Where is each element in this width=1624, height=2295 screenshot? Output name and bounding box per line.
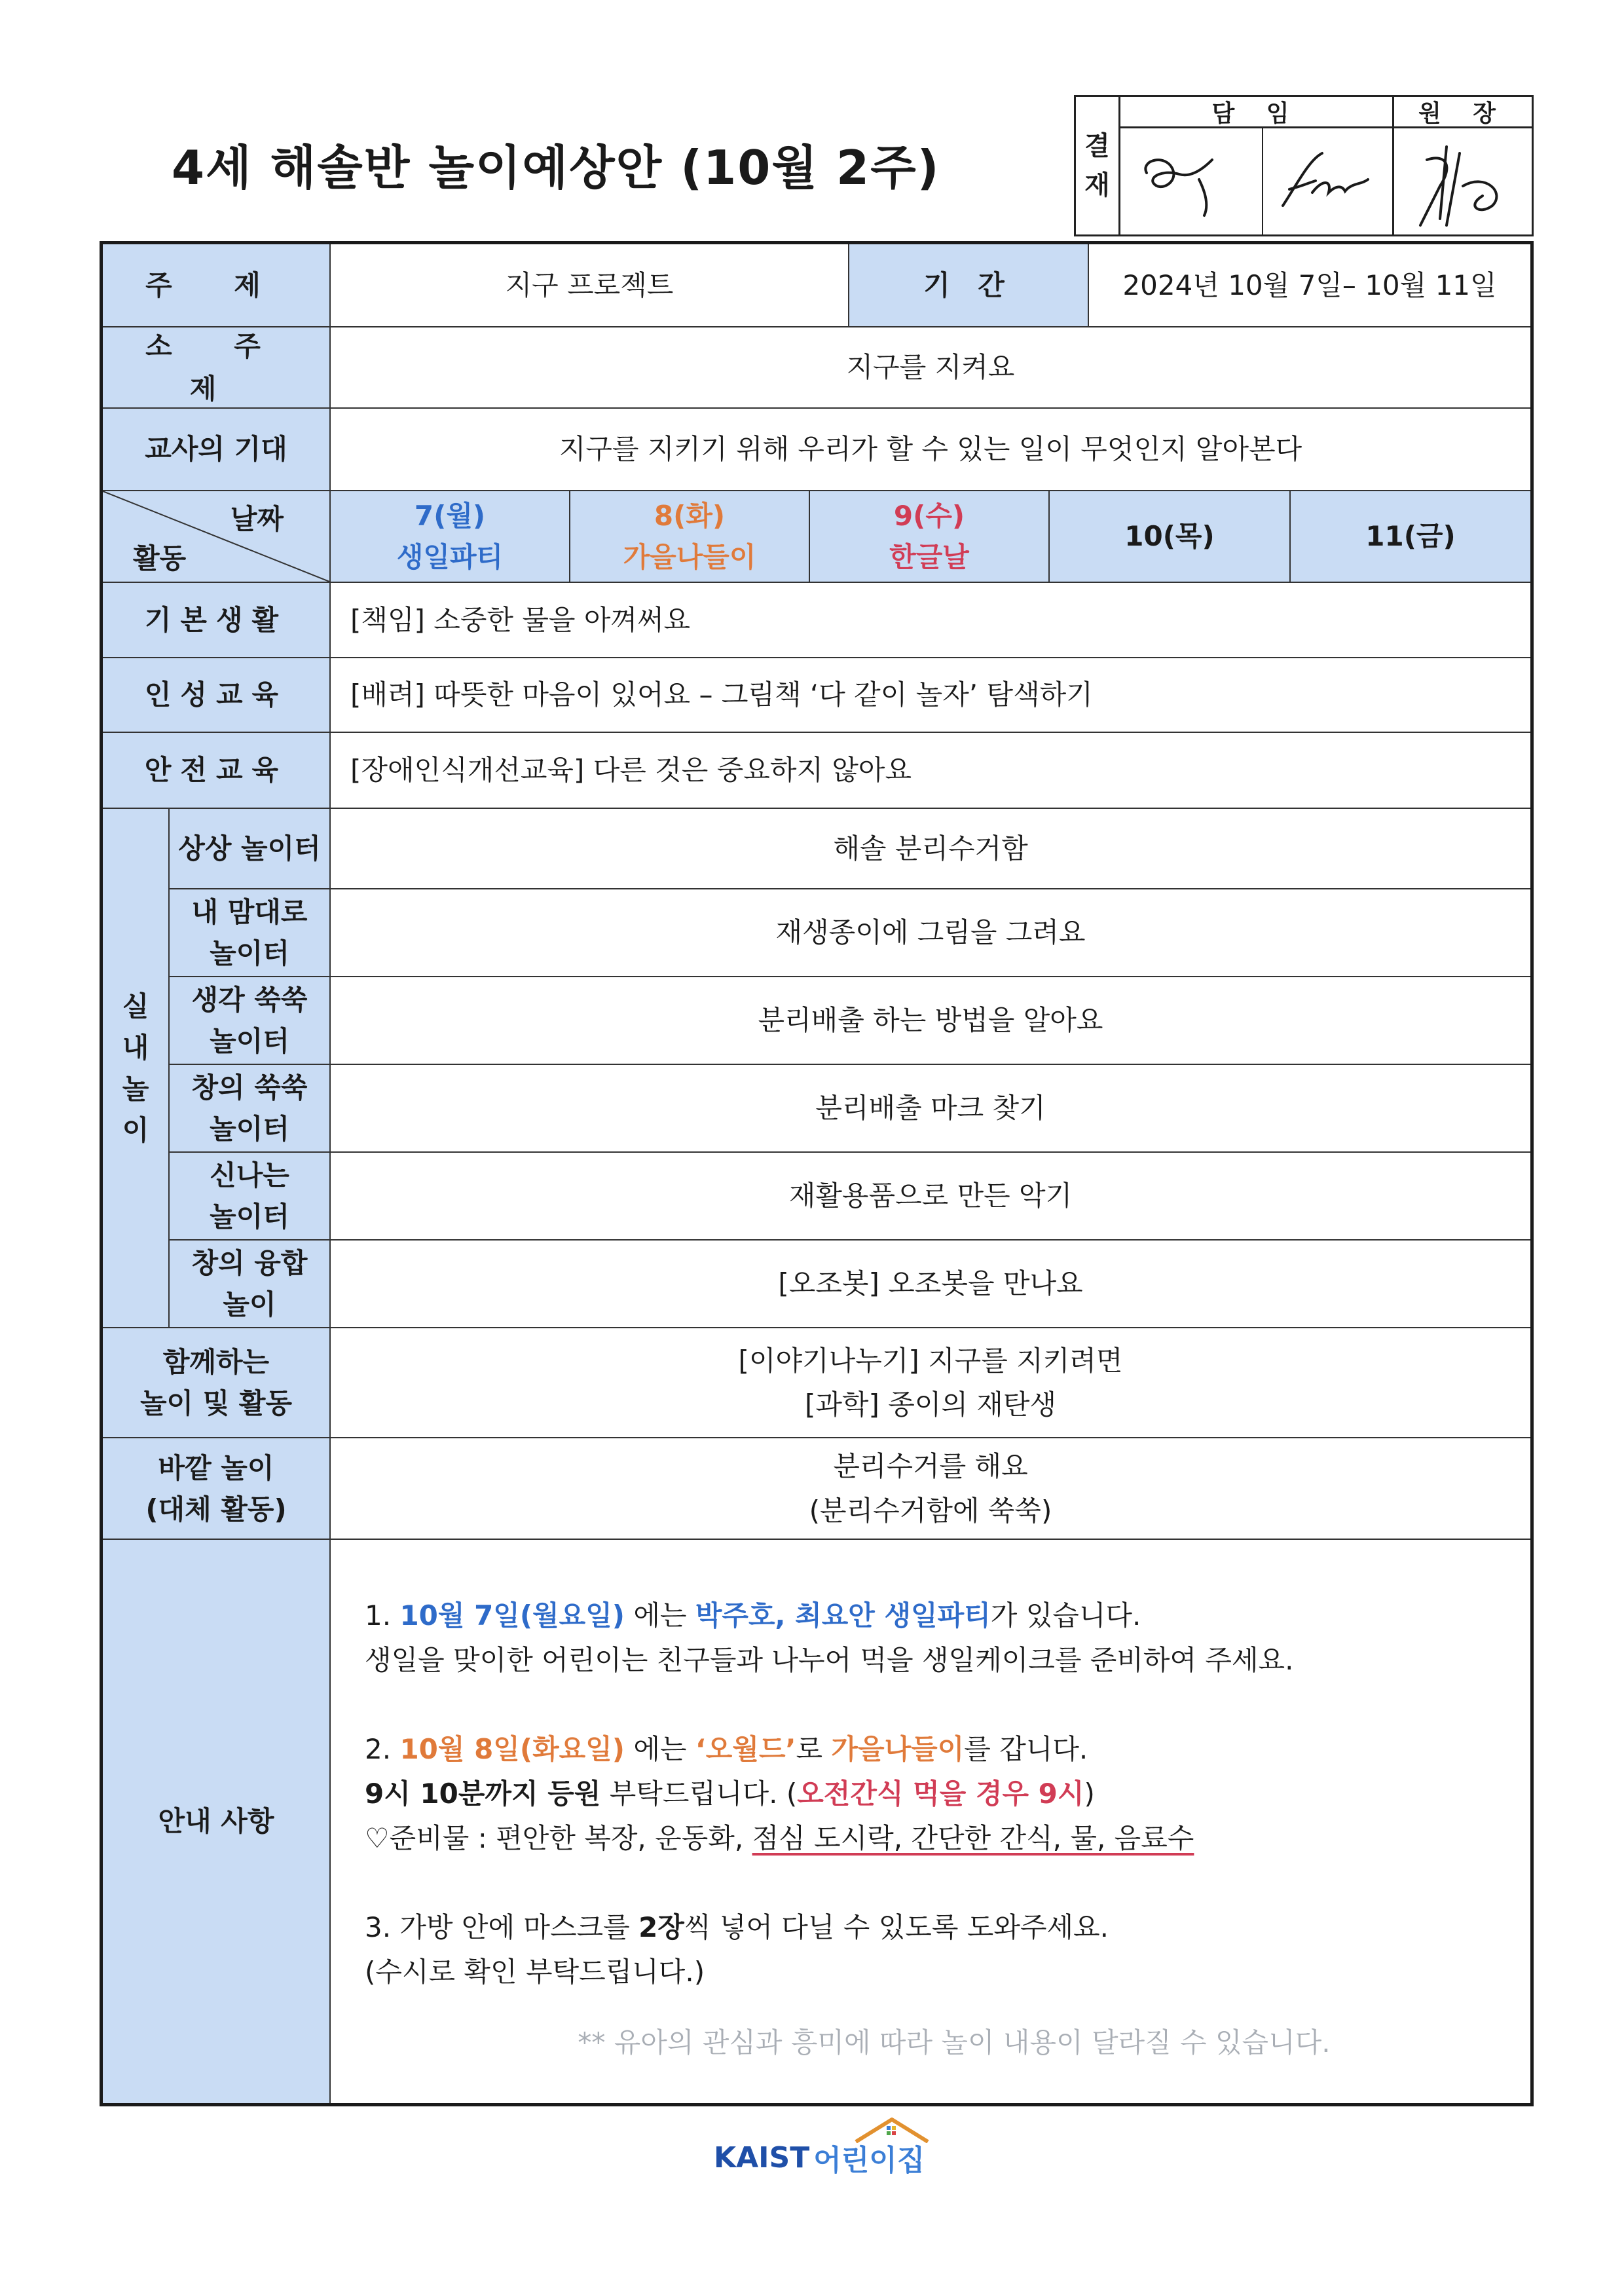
notice-text: ♡준비물 : 편안한 복장, 운동화, xyxy=(365,1822,752,1855)
plan-table xyxy=(100,241,1534,2106)
teacher-header: 담 임 xyxy=(1120,97,1394,128)
indoor-label-char: 내 xyxy=(122,1031,149,1064)
notice-text: 에는 xyxy=(624,1599,695,1632)
notice-spacer xyxy=(365,1861,1517,1905)
indoor-area-label-line: 내 맘대로 xyxy=(191,896,308,928)
teacher-signature-1 xyxy=(1120,128,1263,234)
indoor-play-label xyxy=(103,809,170,1328)
notice-item-1 xyxy=(365,1594,1517,1638)
signature-icon xyxy=(1401,134,1525,232)
together-value-line: [과학] 종이의 재탄생 xyxy=(804,1389,1057,1421)
notice-text: 를 갑니다. xyxy=(964,1733,1088,1766)
indoor-label-char: 놀 xyxy=(122,1072,149,1105)
indoor-area-label-line: 생각 쑥쑥 xyxy=(191,984,308,1016)
indoor-area-label-line: 놀이터 xyxy=(210,1025,289,1057)
day-date: 7(월) xyxy=(414,500,486,532)
indoor-area-label xyxy=(170,889,331,977)
indoor-area-value: 재생종이에 그림을 그려요 xyxy=(331,889,1530,977)
notice-content xyxy=(365,1594,1517,2065)
together-value-line: [이야기나누기] 지구를 지키려면 xyxy=(738,1344,1123,1377)
notice-item-2-line2 xyxy=(365,1772,1517,1816)
indoor-area-label xyxy=(170,1153,331,1241)
approval-label-char: 결 xyxy=(1084,131,1110,161)
day-event: 한글날 xyxy=(889,541,969,573)
footer-logo xyxy=(714,2136,925,2178)
theme-value: 지구 프로젝트 xyxy=(331,244,849,327)
footer-name-text: 어린이집 xyxy=(813,2144,925,2177)
notice-text: 1. xyxy=(365,1599,400,1632)
signature-icon xyxy=(1127,134,1251,225)
outdoor-label-line: 바깥 놀이 xyxy=(158,1451,274,1484)
indoor-area-label xyxy=(170,977,331,1065)
footer-name xyxy=(813,2136,925,2178)
day-fri: 11(금) xyxy=(1291,491,1530,583)
notice-label: 안내 사항 xyxy=(103,1540,331,2103)
notice-spacer xyxy=(365,1994,1517,2021)
director-signature xyxy=(1394,128,1532,234)
outdoor-label xyxy=(103,1438,331,1540)
date-activity-corner xyxy=(103,491,331,583)
notice-highlight: 박주호, 최요안 생일파티 xyxy=(695,1599,991,1632)
notice-text: 부탁드립니다. ( xyxy=(600,1778,798,1810)
notice-item-3-line2: (수시로 확인 부탁드립니다.) xyxy=(365,1956,705,1988)
safety-label: 안전교육 xyxy=(103,733,331,809)
notice-item-2 xyxy=(365,1727,1517,1772)
period-label: 기 간 xyxy=(849,244,1089,327)
indoor-area-label-line: 놀이터 xyxy=(210,1113,289,1145)
notice-text: 씩 넣어 다닐 수 있도록 도와주세요. xyxy=(684,1911,1109,1944)
together-label-line: 놀이 및 활동 xyxy=(139,1387,293,1419)
corner-activity-label: 활동 xyxy=(133,542,187,574)
indoor-area-label-line: 창의 쑥쑥 xyxy=(191,1072,308,1104)
notice-text: 가 있습니다. xyxy=(990,1599,1141,1632)
notice-item-3 xyxy=(365,1905,1517,1950)
notice-highlight: 10월 8일(화요일) xyxy=(399,1733,625,1766)
footer-brand: KAIST xyxy=(714,2140,810,2174)
together-label-line: 함께하는 xyxy=(162,1346,270,1378)
notice-footnote: ** 유아의 관심과 흥미에 따라 놀이 내용이 달라질 수 있습니다. xyxy=(578,2026,1331,2059)
notice-item-2-line3 xyxy=(365,1816,1517,1861)
expectation-value: 지구를 지키기 위해 우리가 할 수 있는 일이 무엇인지 알아본다 xyxy=(331,409,1530,491)
approval-box xyxy=(1074,95,1534,236)
character-label: 인성교육 xyxy=(103,658,331,733)
day-event: 가을나들이 xyxy=(623,541,756,573)
notice-text: 로 xyxy=(796,1733,832,1766)
day-wed xyxy=(810,491,1050,583)
indoor-area-value: 해솔 분리수거함 xyxy=(331,809,1530,889)
together-label xyxy=(103,1328,331,1438)
basic-life-value: [책임] 소중한 물을 아껴써요 xyxy=(331,583,1530,658)
period-value: 2024년 10월 7일– 10월 11일 xyxy=(1089,244,1530,327)
indoor-area-label-line: 놀이터 xyxy=(210,1201,289,1233)
notice-text: 2. xyxy=(365,1733,400,1766)
theme-label: 주 제 xyxy=(103,244,331,327)
indoor-label-char: 이 xyxy=(122,1113,149,1146)
outdoor-value-line: (분리수거함에 쑥쑥) xyxy=(809,1494,1052,1527)
indoor-area-label-line: 놀이 xyxy=(223,1288,276,1320)
notice-text: ) xyxy=(1084,1778,1095,1810)
notice-spacer xyxy=(365,1683,1517,1727)
day-mon xyxy=(331,491,570,583)
corner-date-label: 날짜 xyxy=(230,503,284,535)
notice-highlight: ‘오월드’ xyxy=(695,1733,796,1766)
outdoor-value xyxy=(331,1438,1530,1540)
notice-highlight: 9시 10분까지 등원 xyxy=(365,1778,601,1810)
outdoor-label-line: (대체 활동) xyxy=(145,1493,287,1525)
indoor-area-label-line: 신나는 xyxy=(210,1159,289,1191)
indoor-area-label: 상상 놀이터 xyxy=(170,809,331,889)
day-date: 8(화) xyxy=(654,500,726,532)
indoor-area-label-line: 놀이터 xyxy=(210,937,289,969)
teacher-signature-2 xyxy=(1263,128,1394,234)
approval-label-char: 재 xyxy=(1084,170,1110,200)
notice-text: 에는 xyxy=(624,1733,695,1766)
indoor-area-value: 분리배출 마크 찾기 xyxy=(331,1065,1530,1153)
indoor-area-label xyxy=(170,1065,331,1153)
director-header: 원 장 xyxy=(1394,97,1532,128)
expectation-label: 교사의 기대 xyxy=(103,409,331,491)
indoor-area-value: 재활용품으로 만든 악기 xyxy=(331,1153,1530,1241)
day-date: 9(수) xyxy=(893,500,965,532)
page-title: 4세 해솔반 놀이예상안 (10월 2주) xyxy=(172,140,940,195)
character-value: [배려] 따뜻한 마음이 있어요 – 그림책 ‘다 같이 놀자’ 탐색하기 xyxy=(331,658,1530,733)
indoor-area-value: 분리배출 하는 방법을 알아요 xyxy=(331,977,1530,1065)
notice-highlight: 10월 7일(월요일) xyxy=(399,1599,625,1632)
indoor-area-label xyxy=(170,1241,331,1328)
notice-item-1-line2: 생일을 맞이한 어린이는 친구들과 나누어 먹을 생일케이크를 준비하여 주세요. xyxy=(365,1644,1294,1677)
day-thu: 10(목) xyxy=(1050,491,1291,583)
notice-text: 3. 가방 안에 마스크를 xyxy=(365,1911,639,1944)
house-roof-icon xyxy=(853,2117,931,2143)
signature-icon xyxy=(1270,134,1388,225)
outdoor-value-line: 분리수거를 해요 xyxy=(833,1450,1028,1483)
indoor-area-label-line: 창의 융합 xyxy=(191,1247,308,1279)
day-event: 생일파티 xyxy=(396,541,504,573)
indoor-label-char: 실 xyxy=(122,990,149,1022)
safety-value: [장애인식개선교육] 다른 것은 중요하지 않아요 xyxy=(331,733,1530,809)
notice-highlight: 가을나들이 xyxy=(831,1733,965,1766)
notice-underlined: 점심 도시락, 간단한 간식, 물, 음료수 xyxy=(752,1822,1194,1855)
day-tue xyxy=(570,491,810,583)
indoor-area-value: [오조봇] 오조봇을 만나요 xyxy=(331,1241,1530,1328)
subtheme-label: 소 주 제 xyxy=(103,327,331,409)
notice-highlight: 오전간식 먹을 경우 9시 xyxy=(797,1778,1084,1810)
together-value xyxy=(331,1328,1530,1438)
notice-highlight: 2장 xyxy=(638,1911,684,1944)
subtheme-value: 지구를 지켜요 xyxy=(331,327,1530,409)
basic-life-label: 기본생활 xyxy=(103,583,331,658)
approval-label xyxy=(1076,97,1120,234)
